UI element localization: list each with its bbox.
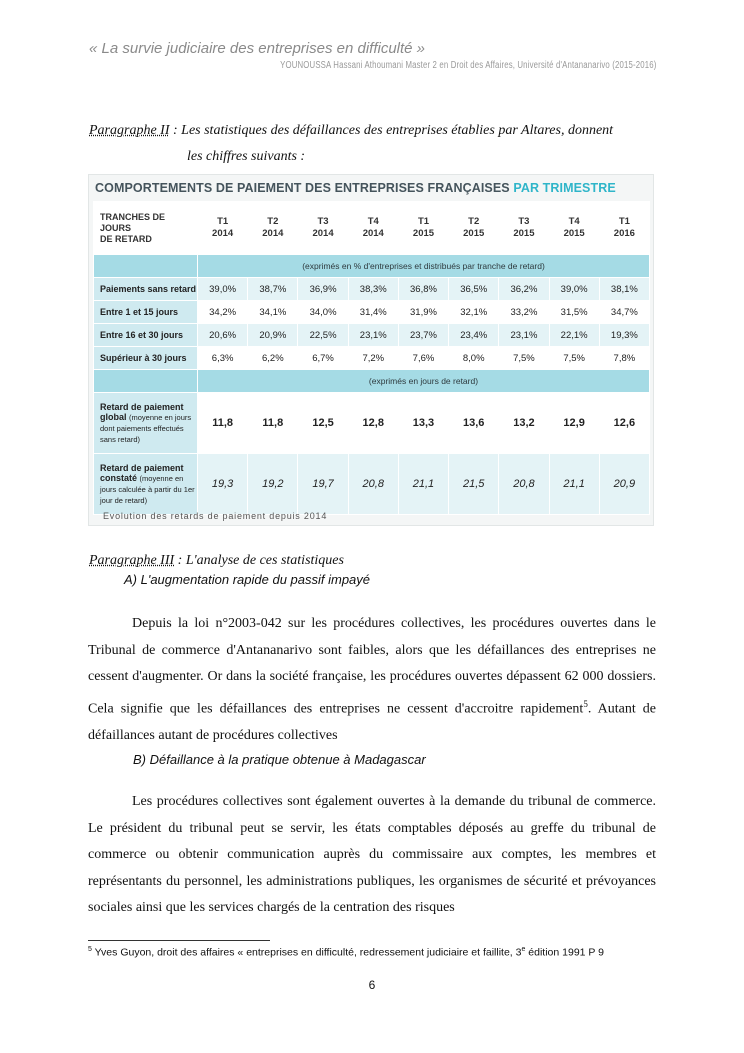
row-label: Entre 16 et 30 jours	[94, 324, 198, 347]
table-cell: 31,5%	[549, 301, 599, 324]
row-label: Retard de paiement global (moyenne en jours dont paiements effectués sans retard)	[94, 393, 198, 454]
table-cell: 33,2%	[499, 301, 549, 324]
table-cell: 39,0%	[549, 278, 599, 301]
running-header-title: « La survie judiciaire des entreprises en difficulté »	[89, 40, 426, 57]
table-cell: 39,0%	[198, 278, 248, 301]
table-cell: 31,9%	[398, 301, 448, 324]
table-cell: 20,8	[499, 454, 549, 515]
table-title	[95, 181, 616, 195]
period-header: T4 2015	[549, 202, 599, 255]
paragraph-2-heading	[89, 118, 659, 170]
paragraph-2-label: Paragraphe II	[89, 123, 170, 138]
table-cell: 38,1%	[599, 278, 649, 301]
table-header-row	[94, 202, 650, 255]
section-a-heading: A) L'augmentation rapide du passif impayé	[124, 572, 371, 587]
table-cell: 32,1%	[449, 301, 499, 324]
corner-label: TRANCHES DE JOURS DE RETARD	[94, 202, 198, 255]
table-cell: 34,7%	[599, 301, 649, 324]
row-label: Paiements sans retard	[94, 278, 198, 301]
table-cell: 20,8	[348, 454, 398, 515]
table-cell: 38,3%	[348, 278, 398, 301]
table-cell: 34,0%	[298, 301, 348, 324]
table-cell: 7,5%	[499, 347, 549, 370]
table-caption: Evolution des retards de paiement depuis 2014	[103, 511, 328, 521]
table-cell: 11,8	[248, 393, 298, 454]
table-cell: 8,0%	[449, 347, 499, 370]
table-row	[94, 278, 650, 301]
paragraph-3-label: Paragraphe III	[89, 553, 175, 568]
table-cell: 22,1%	[549, 324, 599, 347]
table-cell: 6,7%	[298, 347, 348, 370]
body-paragraph-a: Depuis la loi n°2003-042 sur les procédures collectives, les procédures ouvertes dans le Tribunal de commerce d'Antananarivo sont faibles, alors que les défaillances des entreprises ne cessent d'augmenter. Or dans la société française, les procédures ouvertes dépassent 62 000 dossiers. Cela signifie que les défaillances des entreprises ne cessent d'accroitre rapidement$^5$. Autant de défaillances autant de procédures collectives	[88, 616, 657, 743]
period-header: T1 2016	[599, 202, 649, 255]
footnote-ref: 5	[583, 698, 588, 709]
table-cell: 20,9	[599, 454, 649, 515]
table-title-main: COMPORTEMENTS DE PAIEMENT DES ENTREPRISES FRANÇAISES	[95, 181, 510, 195]
table-row	[94, 324, 650, 347]
table-cell: 6,3%	[198, 347, 248, 370]
period-header: T4 2014	[348, 202, 398, 255]
table-cell: 12,8	[348, 393, 398, 454]
table-row	[94, 347, 650, 370]
table-cell: 21,1	[398, 454, 448, 515]
table-cell: 21,5	[449, 454, 499, 515]
row-label: Supérieur à 30 jours	[94, 347, 198, 370]
table-cell: 7,6%	[398, 347, 448, 370]
table-cell: 36,9%	[298, 278, 348, 301]
period-header: T1 2015	[398, 202, 448, 255]
table-cell: 7,2%	[348, 347, 398, 370]
paragraph-2-text: : Les statistiques des défaillances des entreprises établies par Altares, donnent	[169, 123, 614, 138]
table-cell: 38,7%	[248, 278, 298, 301]
table-cell: 22,5%	[298, 324, 348, 347]
period-header: T2 2015	[449, 202, 499, 255]
payment-table-figure	[88, 174, 654, 526]
table-cell: 36,8%	[398, 278, 448, 301]
period-header: T2 2014	[248, 202, 298, 255]
table-row-constate	[94, 454, 650, 515]
table-cell: 7,5%	[549, 347, 599, 370]
table-cell: 34,1%	[248, 301, 298, 324]
table-cell: 36,5%	[449, 278, 499, 301]
table-cell: 19,7	[298, 454, 348, 515]
footnote-separator	[88, 940, 270, 941]
table-cell: 21,1	[549, 454, 599, 515]
period-header: T3 2014	[298, 202, 348, 255]
paragraph-3-heading	[89, 553, 344, 569]
table-cell: 20,6%	[198, 324, 248, 347]
payment-table	[93, 201, 650, 515]
table-cell: 23,7%	[398, 324, 448, 347]
table-cell: 19,3	[198, 454, 248, 515]
table-cell: 6,2%	[248, 347, 298, 370]
table-cell: 13,3	[398, 393, 448, 454]
percent-band-label: (exprimés en % d'entreprises et distribués par tranche de retard)	[198, 255, 650, 278]
table-cell: 19,3%	[599, 324, 649, 347]
table-cell: 31,4%	[348, 301, 398, 324]
table-cell: 12,5	[298, 393, 348, 454]
row-label: Entre 1 et 15 jours	[94, 301, 198, 324]
table-title-accent: PAR TRIMESTRE	[513, 181, 616, 195]
table-cell: 11,8	[198, 393, 248, 454]
paragraph-3-text: : L'analyse de ces statistiques	[174, 553, 344, 568]
table-row-global	[94, 393, 650, 454]
table-cell: 23,1%	[499, 324, 549, 347]
section-b-heading: B) Défaillance à la pratique obtenue à Madagascar	[133, 752, 426, 767]
table-cell: 36,2%	[499, 278, 549, 301]
table-cell: 12,6	[599, 393, 649, 454]
days-band-row	[94, 370, 650, 393]
table-cell: 23,1%	[348, 324, 398, 347]
table-cell: 13,6	[449, 393, 499, 454]
page-number: 6	[368, 978, 376, 992]
table-row	[94, 301, 650, 324]
percent-band-row	[94, 255, 650, 278]
table-cell: 12,9	[549, 393, 599, 454]
table-cell: 19,2	[248, 454, 298, 515]
paragraph-2-continuation: les chiffres suivants :	[187, 149, 306, 164]
period-header: T1 2014	[198, 202, 248, 255]
body-paragraph-b: Les procédures collectives sont également ouvertes à la demande du tribunal de commerce. Le président du tribunal peut se servir, les états comptables déposés au greffe du tribunal de commerce ou obtenir communication auprès du commissaire aux comptes, les membres et représentants du personnel, les administrations publiques, les organismes de sécurité et prévoyances sociales ainsi que les services chargés de la centration des risques	[88, 794, 656, 915]
table-cell: 13,2	[499, 393, 549, 454]
days-band-label: (exprimés en jours de retard)	[198, 370, 650, 393]
table-cell: 7,8%	[599, 347, 649, 370]
period-header: T3 2015	[499, 202, 549, 255]
table-cell: 23,4%	[449, 324, 499, 347]
row-label: Retard de paiement constaté (moyenne en jours calculée à partir du 1er jour de retard)	[94, 454, 198, 515]
footnote: $^5$ Yves Guyon, droit des affaires « entreprises en difficulté, redressement judiciaire et faillite, 3e édition 1991 P 9	[88, 946, 604, 959]
running-header-subtitle: YOUNOUSSA Hassani Athoumani Master 2 en Droit des Affaires, Université d'Antananarivo (2015-2016)	[279, 60, 656, 71]
table-cell: 20,9%	[248, 324, 298, 347]
table-cell: 34,2%	[198, 301, 248, 324]
